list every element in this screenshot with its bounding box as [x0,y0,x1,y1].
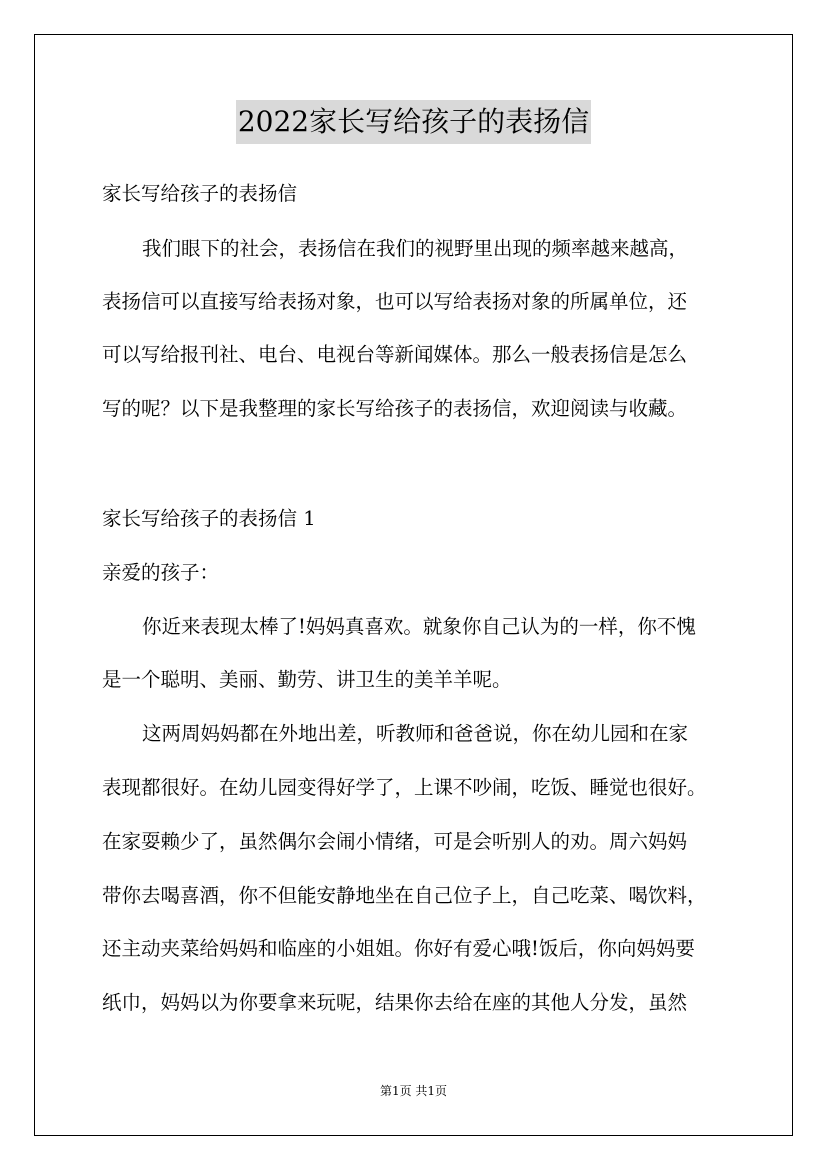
paragraph-line: 这两周妈妈都在外地出差，听教师和爸爸说，你在幼儿园和在家 [142,722,689,745]
section-heading: 家长写给孩子的表扬信 1 [102,507,316,530]
paragraph-line: 我们眼下的社会，表扬信在我们的视野里出现的频率越来越高， [142,237,689,260]
salutation-line: 亲爱的孩子： [102,561,220,584]
paragraph-line: 你近来表现太棒了!妈妈真喜欢。就象你自己认为的一样，你不愧 [142,615,696,638]
paragraph-line: 是一个聪明、美丽、勤劳、讲卫生的美羊羊呢。 [102,668,512,691]
paragraph-line: 纸巾，妈妈以为你要拿来玩呢，结果你去给在座的其他人分发，虽然 [102,991,688,1014]
paragraph-line: 可以写给报刊社、电台、电视台等新闻媒体。那么一般表扬信是怎么 [102,343,688,366]
paragraph-line: 表扬信可以直接写给表扬对象，也可以写给表扬对象的所属单位，还 [102,290,688,313]
paragraph-line: 还主动夹菜给妈妈和临座的小姐姐。你好有爱心哦!饭后，你向妈妈要 [102,937,695,960]
subtitle-line: 家长写给孩子的表扬信 [102,182,298,205]
paragraph-line: 在家耍赖少了，虽然偶尔会闹小情绪，可是会听别人的劝。周六妈妈 [102,830,688,853]
document-title: 2022家长写给孩子的表扬信 [236,100,591,144]
paragraph-line: 表现都很好。在幼儿园变得好学了，上课不吵闹，吃饭、睡觉也很好。 [102,776,707,799]
paragraph-line: 带你去喝喜酒，你不但能安静地坐在自己位子上，自己吃菜、喝饮料， [102,884,707,907]
page-footer: 第1页 共1页 [379,1084,448,1098]
paragraph-line: 写的呢？以下是我整理的家长写给孩子的表扬信，欢迎阅读与收藏。 [102,397,688,420]
document-title-container [0,100,827,144]
